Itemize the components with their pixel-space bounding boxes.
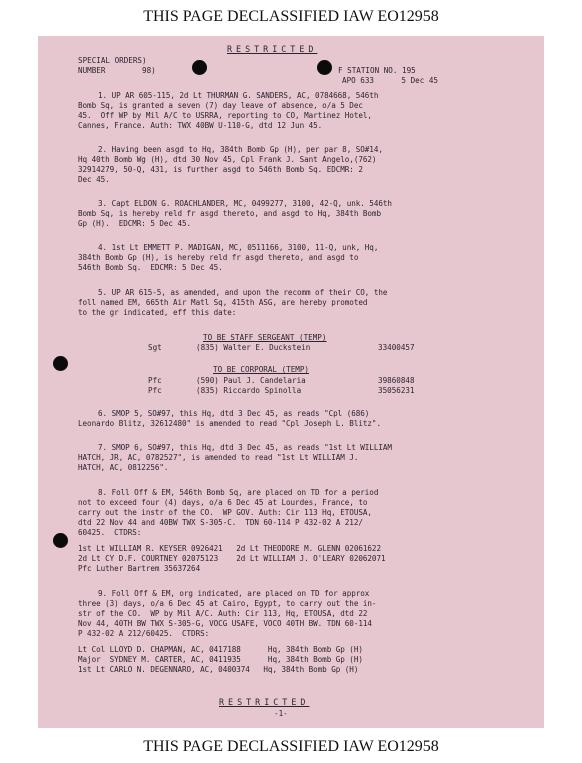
roster-line: Lt Col LLOYD D. CHAPMAN, AC, 0417188 Hq, 384th Bomb Gp (H) — [78, 645, 363, 654]
text-line: 5. UP AR 615-5, as amended, and upon the recomm of their CO, the — [98, 288, 388, 297]
punch-hole — [53, 356, 68, 371]
text-line: 1. UP AR 605-115, 2d Lt THURMAN G. SANDERS, AC, 0784668, 546th — [98, 91, 379, 100]
text-line: P 432-02 A 212/60425. CTDRS: — [78, 629, 210, 638]
text-line: Dec 45. — [78, 175, 110, 184]
text-line: to the gr indicated, eff this date: — [78, 308, 237, 317]
text-line: 6. SMOP 5, SO#97, this Hq, dtd 3 Dec 45, as reads "Cpl (686) — [98, 409, 370, 418]
text-line: Bomb Sq, is hereby reld fr asgd thereto, and asgd to Hq, 384th Bomb — [78, 209, 381, 218]
text-line: Bomb Sq, is granted a seven (7) day leave of absence, o/a 5 Dec — [78, 101, 363, 110]
classification-header: RESTRICTED — [227, 44, 318, 54]
declassified-banner-top: THIS PAGE DECLASSIFIED IAW EO12958 — [143, 8, 439, 25]
text-line: 32914279, 50-Q, 431, is further asgd to 546th Bomb Sq. EDCMR: 2 — [78, 165, 363, 174]
text-line: 3. Capt ELDON G. ROACHLANDER, MC, 0499277, 3100, 42-Q, unk. 546th — [98, 199, 392, 208]
text-line: not to exceed four (4) days, o/a 6 Dec 45 at Lourdes, France, to — [78, 498, 368, 507]
text-line: 2. Having been asgd to Hq, 384th Bomb Gp (H), per par 8, SO#14, — [98, 145, 383, 154]
text-line: 4. 1st Lt EMMETT P. MADIGAN, MC, 0511166, 3100, 11-Q, unk, Hq, — [98, 243, 379, 252]
classification-footer: RESTRICTED — [219, 697, 310, 707]
apo-date: APO 633 5 Dec 45 — [342, 76, 439, 85]
order-number: NUMBER 98) — [78, 66, 156, 75]
text-line: Gp (H). EDCMR: 5 Dec 45. — [78, 219, 192, 228]
page-number: -1- — [274, 709, 288, 718]
text-line: Nov 44, 40TH BW TWX S-305-G, VOCG USAFE, VOCO 40TH BW. TDN 60-114 — [78, 619, 372, 628]
promotion-grade: Pfc — [148, 386, 162, 395]
declassified-banner-bottom: THIS PAGE DECLASSIFIED IAW EO12958 — [143, 738, 439, 755]
promotion-grade: Pfc — [148, 376, 162, 385]
text-line: 546th Bomb Sq. EDCMR: 5 Dec 45. — [78, 263, 223, 272]
text-line: dtd 22 Nov 44 and 40BW TWX S-305-C. TDN 60-114 P 432-02 A 212/ — [78, 518, 363, 527]
promotion-name: (590) Paul J. Candelaria — [196, 376, 306, 385]
punch-hole — [192, 60, 207, 75]
orders-label: SPECIAL ORDERS) — [78, 56, 147, 65]
promotion-serial: 35056231 — [378, 386, 415, 395]
punch-hole — [317, 60, 332, 75]
promotion-name: (835) Walter E. Duckstein — [196, 343, 311, 352]
text-line: HATCH, JR, AC, 0782527", is amended to read "1st Lt WILLIAM J. — [78, 453, 359, 462]
text-line: HATCH, AC, 0812256". — [78, 463, 169, 472]
promotion-serial: 39860848 — [378, 376, 415, 385]
text-line: str of the CO. WP by Mil A/C. Auth: Cir 113, Hq, ETOUSA, dtd 22 — [78, 609, 368, 618]
text-line: 384th Bomb Gp (H), is hereby reld fr asgd thereto, and asgd to — [78, 253, 359, 262]
text-line: carry out the instr of the CO. WP GOV. Auth: Cir 113 Hq, ETOUSA, — [78, 508, 372, 517]
text-line: Hq 40th Bomb Wg (H), dtd 30 Nov 45, Cpl Frank J. Sant Angelo,(762) — [78, 155, 377, 164]
promotion-heading-sergeant: TO BE STAFF SERGEANT (TEMP) — [203, 333, 327, 342]
text-line: 45. Off WP by Mil A/C to USRRA, reporting to CO, Martinez Hotel, — [78, 111, 372, 120]
roster-line: Major SYDNEY M. CARTER, AC, 0411935 Hq, 384th Bomb Gp (H) — [78, 655, 363, 664]
document-page — [38, 36, 544, 728]
text-line: 9. Foll Off & EM, org indicated, are placed on TD for approx — [98, 589, 370, 598]
text-line: 8. Foll Off & EM, 546th Bomb Sq, are placed on TD for a period — [98, 488, 379, 497]
text-line: foll named EM, 665th Air Matl Sq, 415th ASG, are hereby promoted — [78, 298, 368, 307]
text-line: three (3) days, o/a 6 Dec 45 at Cairo, Egypt, to carry out the in- — [78, 599, 377, 608]
promotion-serial: 33400457 — [378, 343, 415, 352]
promotion-heading-corporal: TO BE CORPORAL (TEMP) — [213, 365, 310, 374]
promotion-name: (835) Riccardo Spinolla — [196, 386, 302, 395]
promotion-grade: Sgt — [148, 343, 162, 352]
punch-hole — [53, 533, 68, 548]
roster-line: Pfc Luther Bartrem 35637264 — [78, 564, 201, 573]
text-line: 60425. CTDRS: — [78, 528, 142, 537]
roster-line: 2d Lt CY D.F. COURTNEY 02075123 2d Lt WILLIAM J. O'LEARY 02062071 — [78, 554, 386, 563]
roster-line: 1st Lt WILLIAM R. KEYSER 0926421 2d Lt THEODORE M. GLENN 02061622 — [78, 544, 381, 553]
text-line: Cannes, France. Auth: TWX 40BW U-110-G, dtd 12 Jun 45. — [78, 121, 323, 130]
station-label: F STATION NO. 195 — [338, 66, 416, 75]
text-line: Leonardo Blitz, 32612480" is amended to read "Cpl Joseph L. Blitz". — [78, 419, 381, 428]
roster-line: 1st Lt CARLO N. DEGENNARO, AC, 0400374 Hq, 384th Bomb Gp (H) — [78, 665, 359, 674]
text-line: 7. SMOP 6, SO#97, this Hq, dtd 3 Dec 45, as reads "1st Lt WILLIAM — [98, 443, 392, 452]
